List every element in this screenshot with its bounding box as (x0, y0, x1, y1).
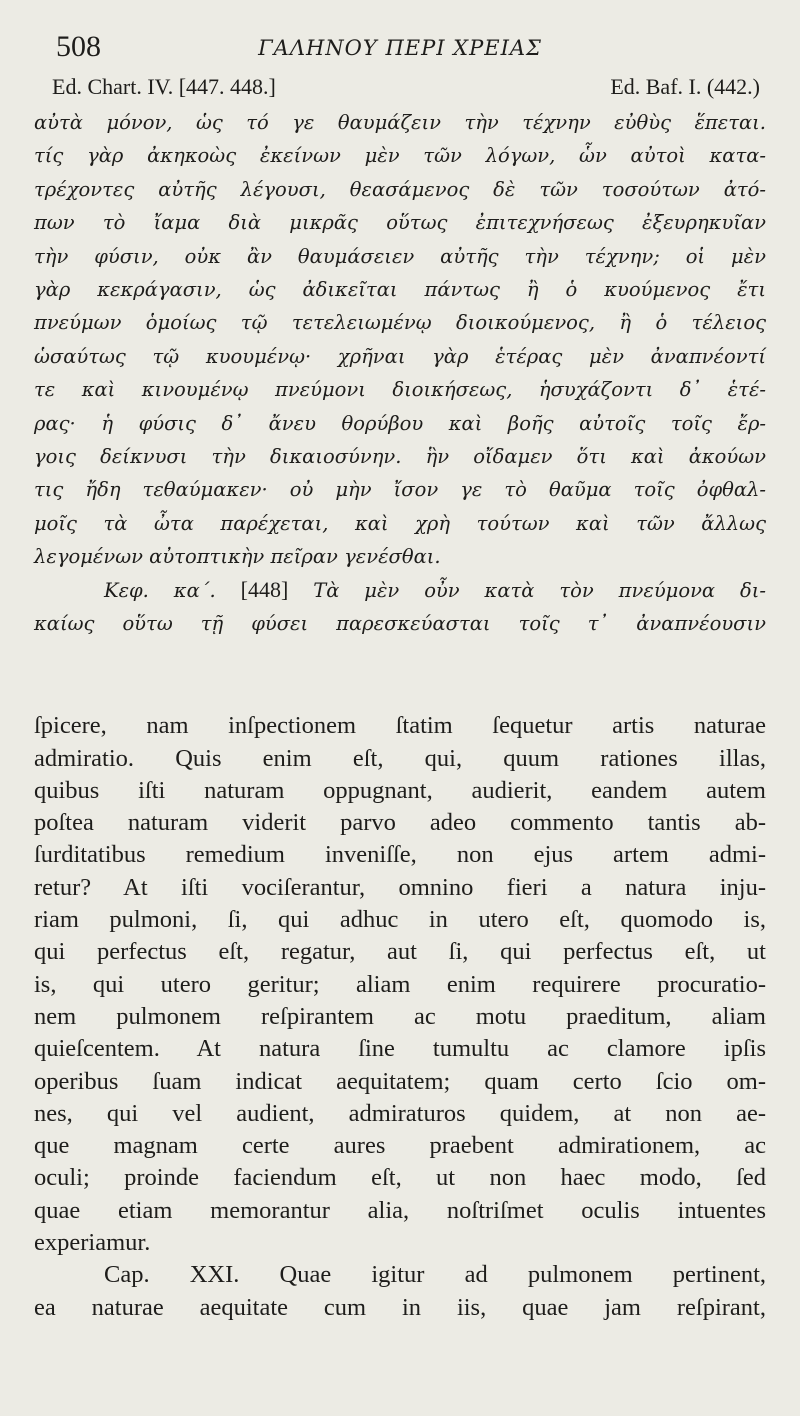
greek-line: αὐτὰ μόνον, ὡς τό γε θαυμάζειν τὴν τέχνην εὐθὺς ἕπεται. (34, 111, 766, 134)
latin-line: riam pulmoni, ſi, qui adhuc in utero eſt, quomodo is, (34, 906, 766, 934)
latin-line: ea naturae aequitate cum in iis, quae jam reſpirant, (34, 1293, 766, 1321)
greek-line: τρέχοντες αὐτῆς λέγουσι, θεασάμενος δὲ τῶν τοσούτων ἀτό- (34, 177, 766, 201)
latin-line: qui perfectus eſt, regatur, aut ſi, qui perfectus eſt, ut (34, 938, 766, 966)
latin-line: ſurditatibus remedium inveniſſe, non ejus artem admi- (34, 841, 766, 869)
edition-references (34, 70, 766, 106)
page-number: 508 (56, 30, 101, 63)
latin-line: nem pulmonem reſpirantem ac motu praeditum, aliam (34, 1002, 766, 1030)
running-title: ΓΑΛΗΝΟΥ ΠΕΡΙ ΧΡΕΙΑΣ (258, 36, 542, 60)
latin-line: quibus iſti naturam oppugnant, audierit, eandem autem (34, 776, 766, 804)
edition-chart-reference: Ed. Chart. IV. [447. 448.] (52, 74, 276, 99)
chart-page-marker: [448] (240, 577, 289, 603)
running-head (34, 26, 766, 70)
greek-chapter-first-line: Τὰ μὲν οὖν κατὰ τὸν πνεύμονα δι- (313, 579, 766, 603)
latin-chapter-heading-line: Cap. XXI. Quae igitur ad pulmonem pertinent, (104, 1261, 766, 1289)
greek-chapter-heading-line (34, 573, 766, 606)
latin-line: quae etiam memorantur alia, noſtriſmet oculis intuentes (34, 1196, 766, 1224)
greek-line: γοις δείκνυσι τὴν δικαιοσύνην. ἣν οἴδαμεν ὅτι καὶ ἀκούων (34, 444, 766, 468)
greek-chapter-label: Κεφ. κα΄. (104, 579, 216, 603)
latin-line: admiratio. Quis enim eſt, qui, quum rationes illas, (34, 744, 766, 772)
greek-line: τίς γὰρ ἀκηκοὼς ἐκείνων μὲν τῶν λόγων, ὧν αὐτοὶ κατα- (34, 144, 766, 168)
latin-line: nes, qui vel audient, admiraturos quidem, at non ae- (34, 1099, 766, 1127)
greek-line: λεγομένων αὐτοπτικὴν πεῖραν γενέσθαι. (34, 545, 441, 569)
latin-line: poſtea naturam viderit parvo adeo commento tantis ab- (34, 809, 766, 837)
greek-line: γὰρ κεκράγασιν, ὡς ἀδικεῖται πάντως ἢ ὁ κυούμενος ἔτι (34, 277, 766, 301)
greek-line: καίως οὕτω τῇ φύσει παρεσκεύασται τοῖς τ᾽ ἀναπνέουσιν (34, 611, 766, 635)
greek-line: ρας· ἡ φύσις δ᾽ ἄνευ θορύβου καὶ βοῆς αὐτοῖς τοῖς ἔρ- (34, 411, 766, 435)
latin-text-block (34, 710, 766, 1324)
greek-line: ὡσαύτως τῷ κυουμένῳ· χρῆναι γὰρ ἑτέρας μὲν ἀναπνέοντί (34, 344, 766, 368)
column-gap (34, 640, 766, 710)
latin-line: is, qui utero geritur; aliam enim requirere procuratio- (34, 970, 766, 998)
greek-text-block (34, 106, 766, 640)
latin-line: experiamur. (34, 1229, 151, 1256)
latin-line: operibus ſuam indicat aequitatem; quam certo ſcio om- (34, 1067, 766, 1095)
greek-line: μοῖς τὰ ὦτα παρέχεται, καὶ χρὴ τούτων καὶ τῶν ἄλλως (34, 511, 766, 535)
greek-line: πνεύμων ὁμοίως τῷ τετελειωμένῳ διοικούμενος, ἢ ὁ τέλειος (34, 311, 766, 335)
latin-line: oculi; proinde faciendum eſt, ut non haec modo, ſed (34, 1164, 766, 1192)
latin-line: quieſcentem. At natura ſine tumultu ac clamore ipſis (34, 1035, 766, 1063)
greek-line: τὴν φύσιν, οὐκ ἂν θαυμάσειεν αὐτῆς τὴν τέχνην; οἱ μὲν (34, 244, 766, 268)
latin-line: ſpicere, nam inſpectionem ſtatim ſequetur artis naturae (34, 712, 766, 740)
greek-line: τε καὶ κινουμένῳ πνεύμονι διοικήσεως, ἡσυχάζοντι δ᾽ ἑτέ- (34, 378, 766, 402)
latin-line: que magnam certe aures praebent admirationem, ac (34, 1132, 766, 1160)
greek-line: τις ἤδη τεθαύμακεν· οὐ μὴν ἴσον γε τὸ θαῦμα τοῖς ὀφθαλ- (34, 478, 766, 502)
latin-line: retur? At iſti vociſerantur, omnino fieri a natura inju- (34, 873, 766, 901)
greek-line: πων τὸ ἴαμα διὰ μικρᾶς οὕτως ἐπιτεχνήσεως ἐξευρηκυῖαν (34, 211, 766, 235)
edition-basel-reference: Ed. Baf. I. (442.) (610, 74, 760, 99)
